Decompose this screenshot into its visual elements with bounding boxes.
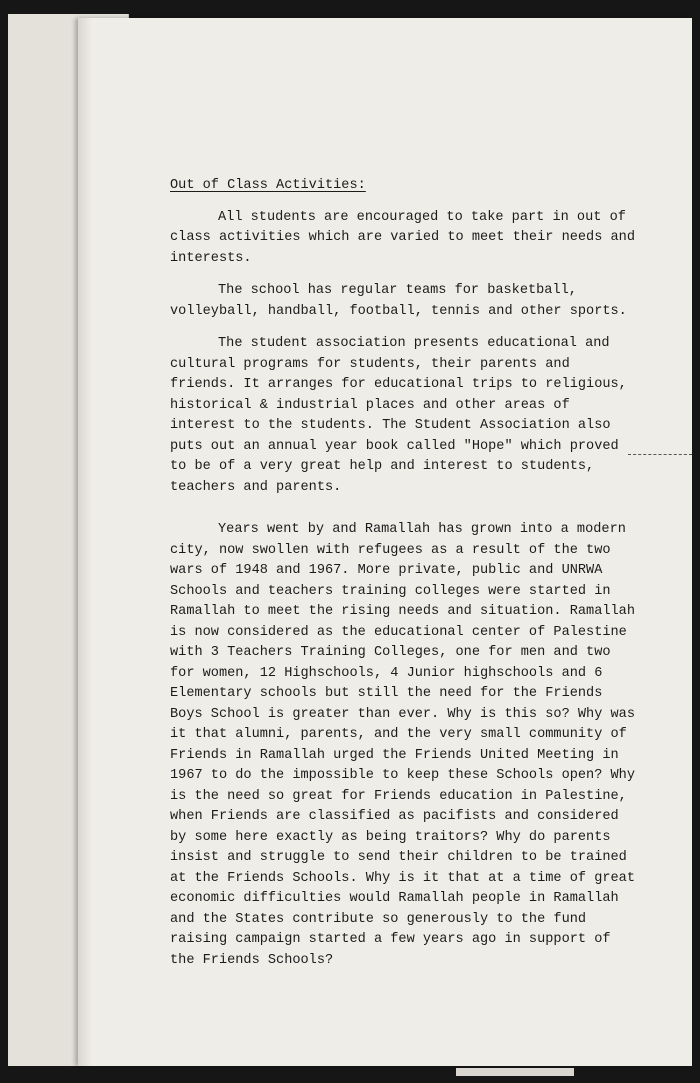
paragraph-student-association: The student association presents educational and cultural programs for students, their parents and friends. It arranges for educational trips to religious, historical & industrial places and other areas of interest to the students. The Student Association also puts out an annual year book called "Hope" which proved to be of a very great help and interest to students, teachers and parents. xyxy=(170,336,627,495)
paper-clip-edge xyxy=(456,1068,574,1076)
page-fold-shadow xyxy=(78,18,92,1066)
document-body xyxy=(170,176,640,983)
paragraph-sports: The school has regular teams for basketball, volleyball, handball, football, tennis and other sports. xyxy=(170,283,627,319)
section-heading: Out of Class Activities: xyxy=(170,178,366,193)
paragraph-activities: All students are encouraged to take part in out of class activities which are varied to meet their needs and interests. xyxy=(170,209,635,266)
paragraph-ramallah-growth: Years went by and Ramallah has grown into a modern city, now swollen with refugees as a result of the two wars of 1948 and 1967. More private, public and UNRWA Schools and teachers training colleges were started in Ramallah to meet the rising needs and situation. Ramallah is now considered as the educational center of Palestine with 3 Teachers Training Colleges, one for men and two for women, 12 Highschools, 4 Junior highschools and 6 Elementary schools but still the need for the Friends Boys School is greater than ever. Why is this so? Why was it that alumni, parents, and the very small community of Friends in Ramallah urged the Friends United Meeting in 1967 to do the impossible to keep these Schools open? Why is the need so great for Friends education in Palestine, when Friends are classified as pacifists and considered by some here exactly as being traitors? Why do parents insist and struggle to send their children to be trained at the Friends Schools. Why is it that at a time of great economic difficulties would Ramallah people in Ramallah and the States contribute so generously to the fund raising campaign started a few years ago in support of the Friends Schools? xyxy=(170,522,635,968)
typewritten-page xyxy=(78,18,692,1066)
